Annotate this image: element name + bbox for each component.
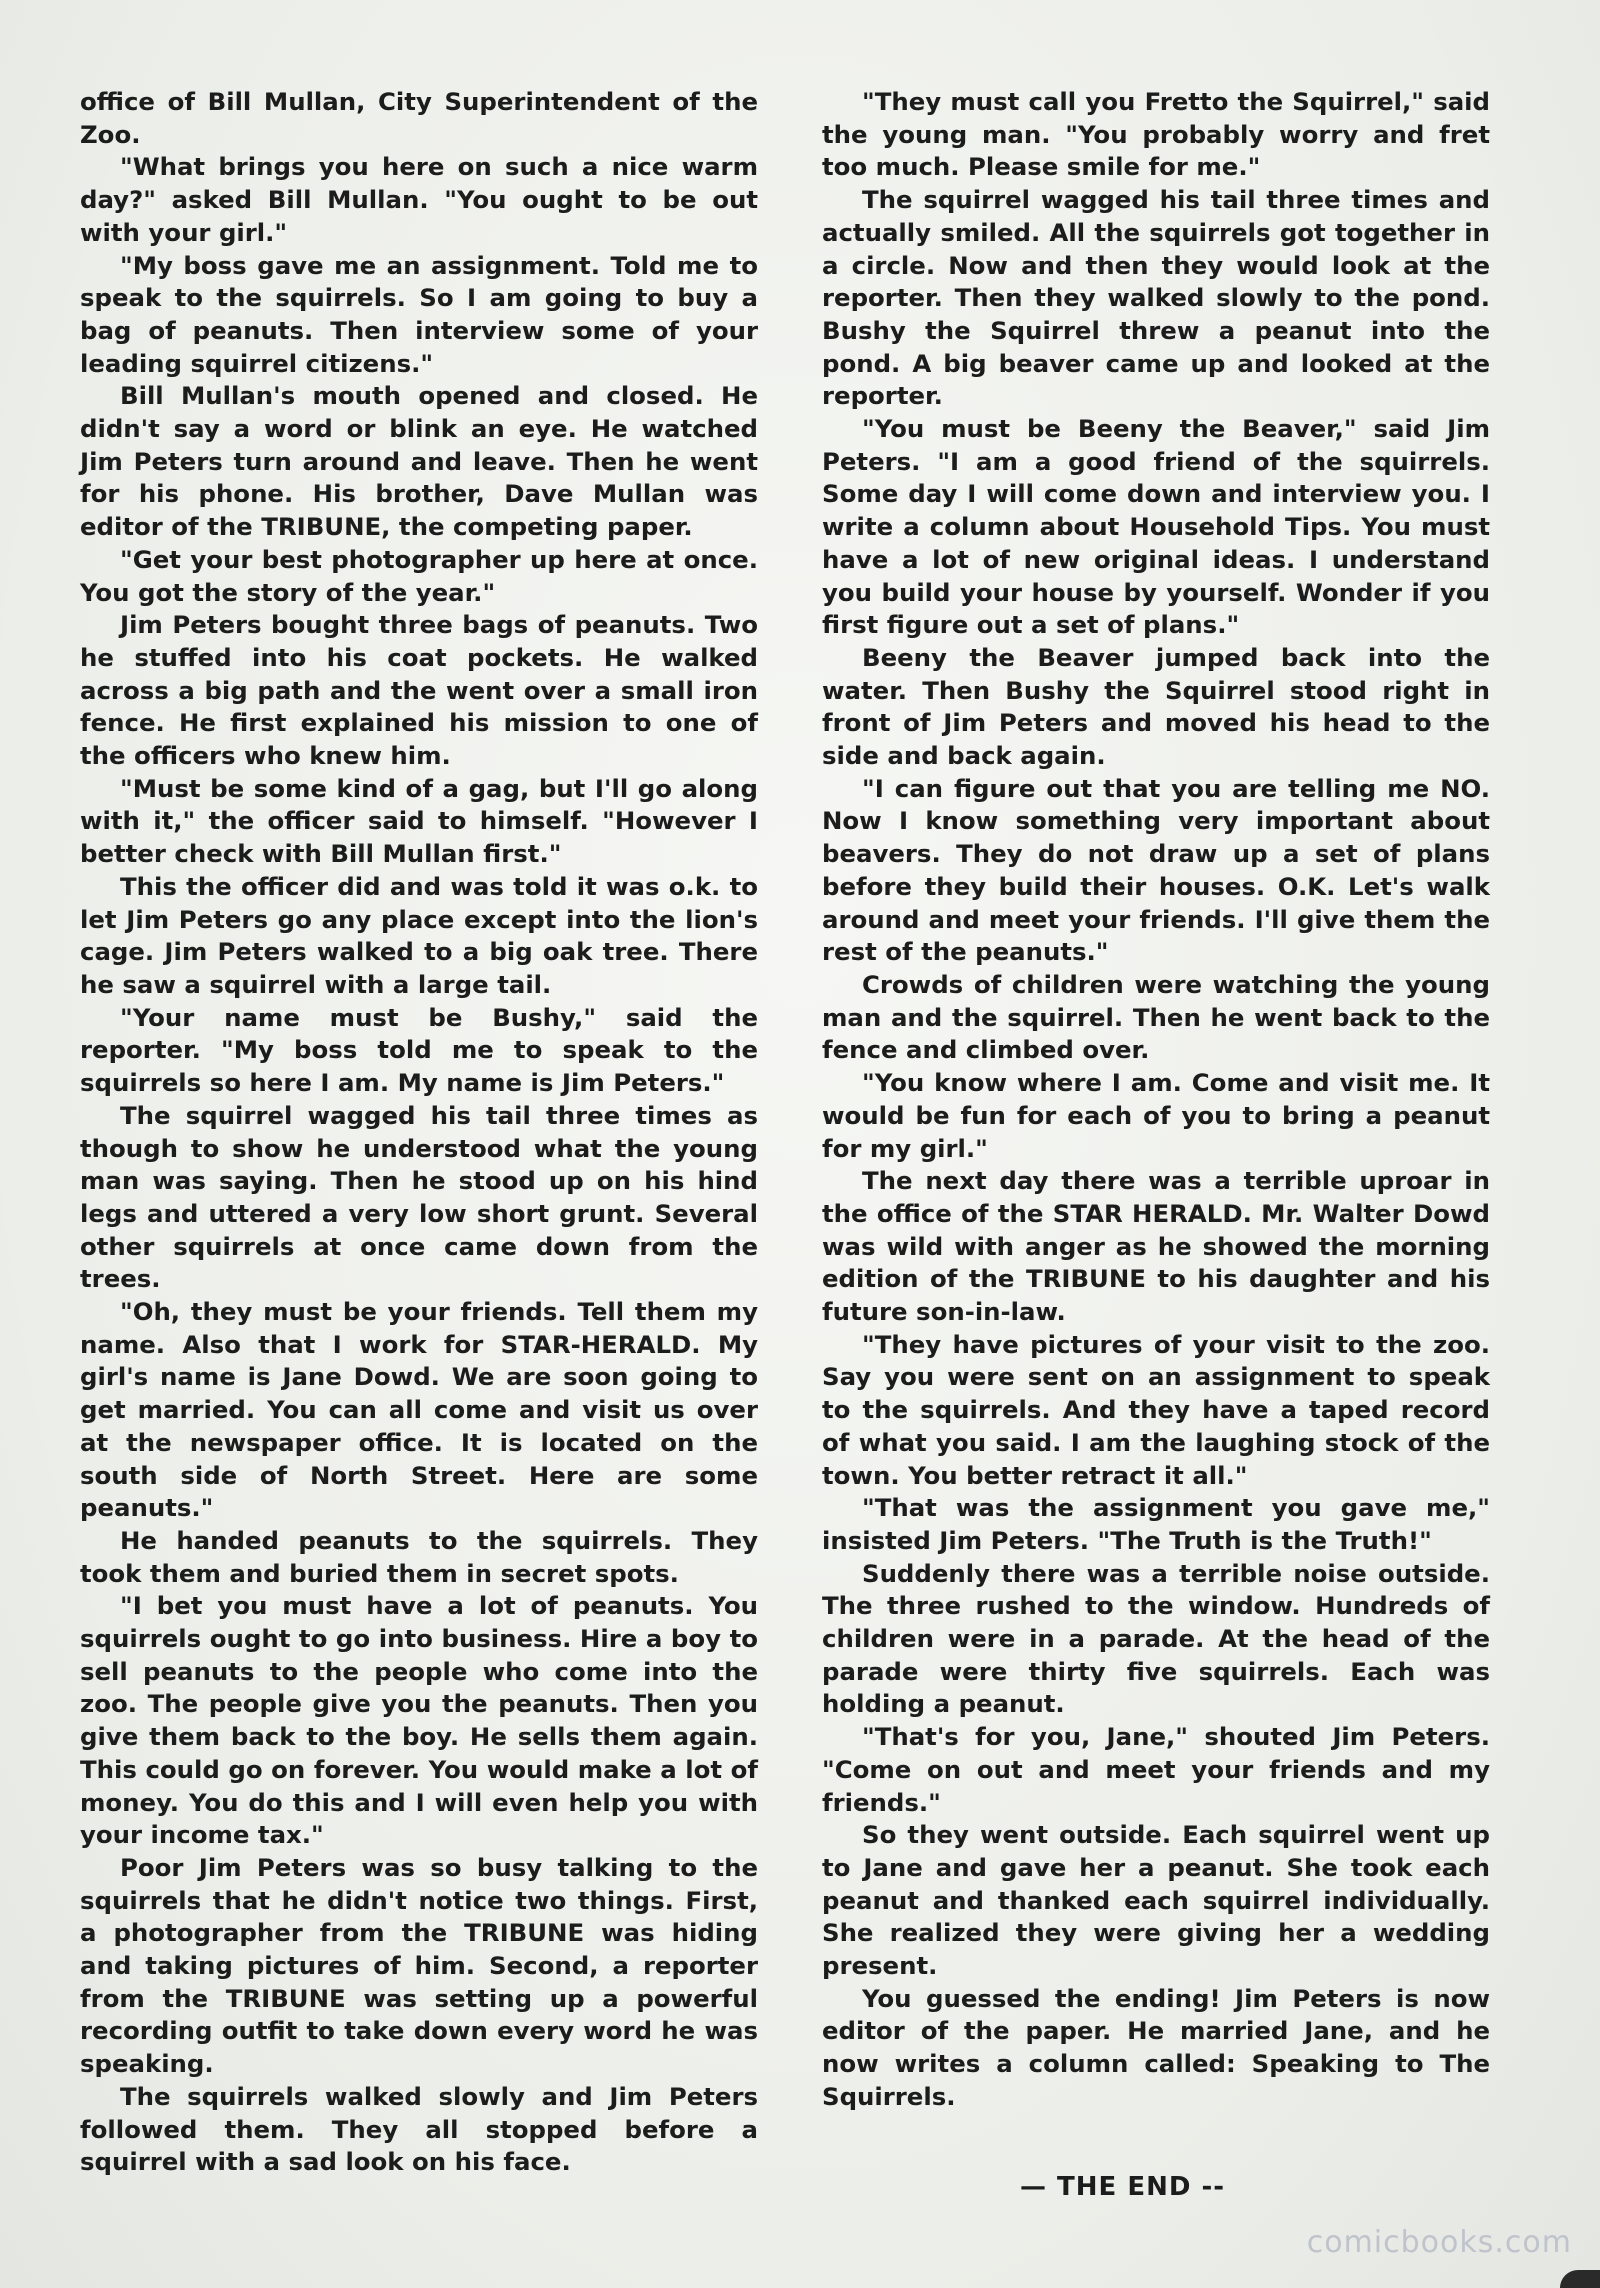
paragraph: Poor Jim Peters was so busy talking to the squirrels that he didn't notice two things. First, a photographer from the TRIBUNE was hiding and taking pictures of him. Second, a reporter from the TRIBUNE was setting up a powerful recording outfit to take down every word he was speaking. [80, 1852, 758, 2079]
paragraph: You guessed the ending! Jim Peters is now editor of the paper. He married Jane, and he now writes a column called: Speaking to The Squirrels. [822, 1983, 1490, 2111]
paragraph: The squirrel wagged his tail three times and actually smiled. All the squirrels got together in a circle. Now and then they would look at the reporter. Then they walked slowly to the pond. Bushy the Squirrel threw a peanut into the pond. A big beaver came up and looked at the reporter. [822, 185, 1490, 411]
paragraph: "They have pictures of your visit to the zoo. Say you were sent on an assignment to speak to the squirrels. And they have a taped record of what you said. I am the laughing stock of the town. You better retract it all." [822, 1329, 1490, 1490]
paragraph: Suddenly there was a terrible noise outside. The three rushed to the window. Hundreds of children were in a parade. At the head of the parade were thirty five squirrels. Each was holding a peanut. [822, 1558, 1490, 1719]
paragraph: "What brings you here on such a nice warm day?" asked Bill Mullan. "You ought to be out with your girl." [80, 152, 758, 247]
paragraph: "Oh, they must be your friends. Tell them my name. Also that I work for STAR-HERALD. My girl's name is Jane Dowd. We are soon going to get married. You can all come and visit us over at the newspaper office. It is located on the south side of North Street. Here are some peanuts." [80, 1297, 758, 1523]
paragraph: "That was the assignment you gave me," insisted Jim Peters. "The Truth is the Truth!" [822, 1493, 1490, 1555]
paragraph: "My boss gave me an assignment. Told me to speak to the squirrels. So I am going to buy a bag of peanuts. Then interview some of your leading squirrel citizens." [80, 250, 758, 378]
the-end-label: — THE END -- [1020, 2172, 1226, 2202]
paragraph: "You must be Beeny the Beaver," said Jim Peters. "I am a good friend of the squirrels. Some day I will come down and interview you. I write a column about Household Tips. You must have a lot of new original ideas. I understand you build your house by yourself. Wonder if you first figure out a set of plans." [822, 414, 1490, 640]
paragraph: "Must be some kind of a gag, but I'll go along with it," the officer said to himself. "However I better check with Bill Mullan first." [80, 773, 758, 869]
paragraph: "Your name must be Bushy," said the reporter. "My boss told me to speak to the squirrels so here I am. My name is Jim Peters." [80, 1002, 758, 1098]
left-text-column [80, 86, 758, 2179]
site-watermark: comicbooks.com [1306, 2225, 1572, 2260]
paragraph: Bill Mullan's mouth opened and closed. He didn't say a word or blink an eye. He watched Jim Peters turn around and leave. Then he went for his phone. His brother, Dave Mullan was editor of the TRIBUNE, the competing paper. [80, 381, 758, 542]
paragraph: "I can figure out that you are telling me NO. Now I know something very important about beavers. They do not draw up a set of plans before they build their houses. O.K. Let's walk around and meet your friends. I'll give them the rest of the peanuts." [822, 773, 1490, 967]
paragraph: "That's for you, Jane," shouted Jim Peters. "Come on out and meet your friends and my friends." [822, 1722, 1490, 1817]
paragraph: He handed peanuts to the squirrels. They took them and buried them in secret spots. [80, 1525, 758, 1588]
paragraph: The squirrel wagged his tail three times as though to show he understood what the young man was saying. Then he stood up on his hind legs and uttered a very low short grunt. Several other squirrels at once came down from the trees. [80, 1100, 758, 1294]
paragraph: Jim Peters bought three bags of peanuts. Two he stuffed into his coat pockets. He walked across a big path and the went over a small iron fence. He first explained his mission to one of the officers who knew him. [80, 610, 758, 771]
paragraph: office of Bill Mullan, City Superintendent of the Zoo. [80, 87, 758, 149]
paragraph: The next day there was a terrible uproar in the office of the STAR HERALD. Mr. Walter Dowd was wild with anger as he showed the morning edition of the TRIBUNE to his daughter and his future son-in-law. [822, 1166, 1490, 1327]
right-text-column [822, 86, 1490, 2114]
paragraph: "Get your best photographer up here at once. You got the story of the year." [80, 544, 758, 607]
paragraph: "You know where I am. Come and visit me. It would be fun for each of you to bring a peanut for my girl." [822, 1068, 1490, 1163]
paragraph: "I bet you must have a lot of peanuts. You squirrels ought to go into business. Hire a boy to sell peanuts to the people who come into the zoo. The people give you the peanuts. Then you give them back to the boy. He sells them again. This could go on forever. You would make a lot of money. You do this and I will even help you with your income tax." [80, 1591, 758, 1850]
page-corner-mark [1560, 2270, 1600, 2288]
paragraph: Crowds of children were watching the young man and the squirrel. Then he went back to the fence and climbed over. [822, 969, 1490, 1065]
paragraph: This the officer did and was told it was o.k. to let Jim Peters go any place except into the lion's cage. Jim Peters walked to a big oak tree. There he saw a squirrel with a large tail. [80, 871, 758, 999]
paragraph: Beeny the Beaver jumped back into the water. Then Bushy the Squirrel stood right in front of Jim Peters and moved his head to the side and back again. [822, 642, 1490, 771]
paragraph: "They must call you Fretto the Squirrel," said the young man. "You probably worry and fret too much. Please smile for me." [822, 87, 1490, 182]
paragraph: So they went outside. Each squirrel went up to Jane and gave her a peanut. She took each peanut and thanked each squirrel individually. She realized they were giving her a wedding present. [822, 1820, 1490, 1981]
paragraph: The squirrels walked slowly and Jim Peters followed them. They all stopped before a squirrel with a sad look on his face. [80, 2081, 758, 2177]
